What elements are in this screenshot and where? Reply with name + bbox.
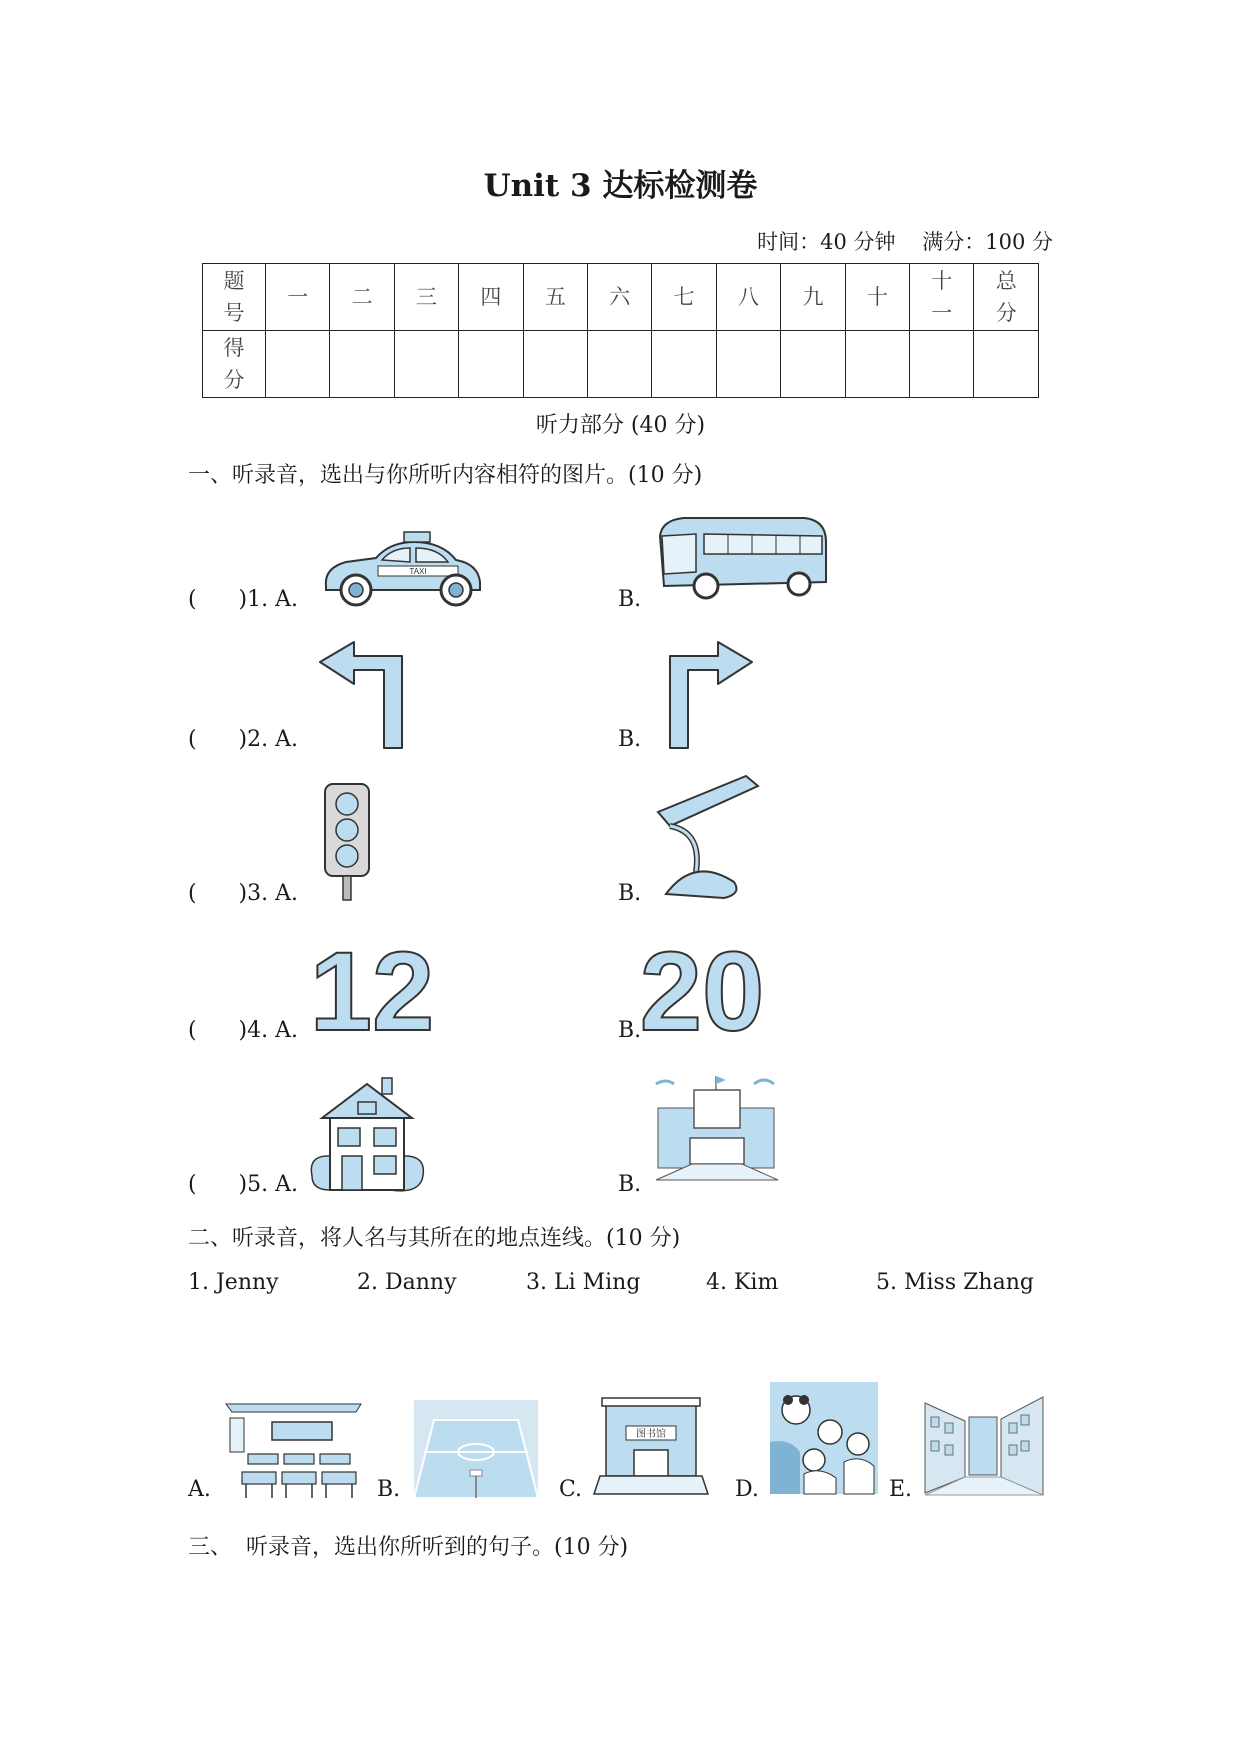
number-12-icon[interactable] xyxy=(309,929,435,1054)
col-5: 五 xyxy=(523,264,587,331)
exam-meta xyxy=(757,226,1053,256)
bus-icon[interactable] xyxy=(654,512,829,602)
col-10: 十 xyxy=(845,264,909,331)
name-jenny: 1. Jenny xyxy=(188,1270,279,1295)
score-table-header-row xyxy=(203,264,1039,331)
col-2: 二 xyxy=(330,264,394,331)
score-cell[interactable] xyxy=(523,331,587,398)
section2-heading: 二、听录音，将人名与其所在的地点连线。(10 分) xyxy=(188,1226,681,1251)
library-sign: 图书馆 xyxy=(636,1429,666,1440)
q1-label: ( )1. A. xyxy=(188,587,298,612)
library-icon[interactable] xyxy=(592,1396,710,1496)
col-11 xyxy=(910,264,974,331)
q5-b-label: B. xyxy=(618,1172,642,1197)
time-limit: 时间：40 分钟 xyxy=(757,230,896,254)
page-title: Unit 3 达标检测卷 xyxy=(483,168,758,204)
q5-label: ( )5. A. xyxy=(188,1172,298,1197)
score-cell[interactable] xyxy=(716,331,780,398)
score-cell[interactable] xyxy=(652,331,716,398)
place-d-label: D. xyxy=(735,1477,759,1502)
turn-right-arrow-icon[interactable] xyxy=(664,640,754,750)
score-cell[interactable] xyxy=(910,331,974,398)
name-danny: 2. Danny xyxy=(357,1270,457,1295)
section3-heading: 三、 听录音，选出你所听到的句子。(10 分) xyxy=(188,1535,629,1560)
taxi-icon[interactable] xyxy=(318,528,488,608)
taxi-sign: TAXI xyxy=(409,567,427,576)
score-label: 得分 xyxy=(223,336,245,392)
number-20-icon[interactable] xyxy=(639,929,765,1054)
q2-label: ( )2. A. xyxy=(188,727,298,752)
place-c-label: C. xyxy=(559,1477,583,1502)
name-miss-zhang: 5. Miss Zhang xyxy=(876,1270,1034,1295)
col-6: 六 xyxy=(588,264,652,331)
q1-b-label: B. xyxy=(618,587,642,612)
header-label: 题号 xyxy=(223,269,245,325)
col-total-label: 总分 xyxy=(995,269,1017,325)
classroom-icon[interactable] xyxy=(226,1400,361,1500)
number-20-text: 20 xyxy=(639,929,765,1054)
col-8: 八 xyxy=(716,264,780,331)
score-cell[interactable] xyxy=(330,331,394,398)
header-label-cell xyxy=(203,264,266,331)
score-cell[interactable] xyxy=(266,331,330,398)
col-4: 四 xyxy=(459,264,523,331)
listening-part-heading: 听力部分 (40 分) xyxy=(535,413,706,438)
score-cell[interactable] xyxy=(459,331,523,398)
desk-lamp-icon[interactable] xyxy=(654,772,764,902)
score-table xyxy=(202,263,1039,398)
traffic-light-icon[interactable] xyxy=(322,782,372,902)
score-table-score-row xyxy=(203,331,1039,398)
score-cell[interactable] xyxy=(781,331,845,398)
score-cell[interactable] xyxy=(588,331,652,398)
col-11-label: 十一 xyxy=(931,269,953,325)
col-9: 九 xyxy=(781,264,845,331)
street-icon[interactable] xyxy=(925,1397,1043,1495)
q2-b-label: B. xyxy=(618,727,642,752)
school-icon[interactable] xyxy=(654,1074,779,1182)
full-score: 满分：100 分 xyxy=(922,230,1053,254)
q4-label: ( )4. A. xyxy=(188,1018,298,1043)
col-1: 一 xyxy=(266,264,330,331)
section1-heading: 一、听录音，选出与你所听内容相符的图片。(10 分) xyxy=(188,463,703,488)
number-12-text: 12 xyxy=(309,929,435,1054)
q3-label: ( )3. A. xyxy=(188,881,298,906)
col-7: 七 xyxy=(652,264,716,331)
turn-left-arrow-icon[interactable] xyxy=(318,640,408,750)
score-label-cell xyxy=(203,331,266,398)
place-b-label: B. xyxy=(377,1477,401,1502)
children-with-panda-icon[interactable] xyxy=(770,1382,878,1494)
place-a-label: A. xyxy=(188,1477,211,1502)
score-cell[interactable] xyxy=(394,331,458,398)
q3-b-label: B. xyxy=(618,881,642,906)
score-cell[interactable] xyxy=(845,331,909,398)
col-3: 三 xyxy=(394,264,458,331)
name-li-ming: 3. Li Ming xyxy=(526,1270,641,1295)
score-cell[interactable] xyxy=(974,331,1039,398)
place-e-label: E. xyxy=(889,1477,913,1502)
house-icon[interactable] xyxy=(310,1076,425,1194)
name-kim: 4. Kim xyxy=(706,1270,779,1295)
q4-b-label: B. xyxy=(618,1018,642,1043)
basketball-court-icon[interactable] xyxy=(414,1400,538,1498)
col-total xyxy=(974,264,1039,331)
